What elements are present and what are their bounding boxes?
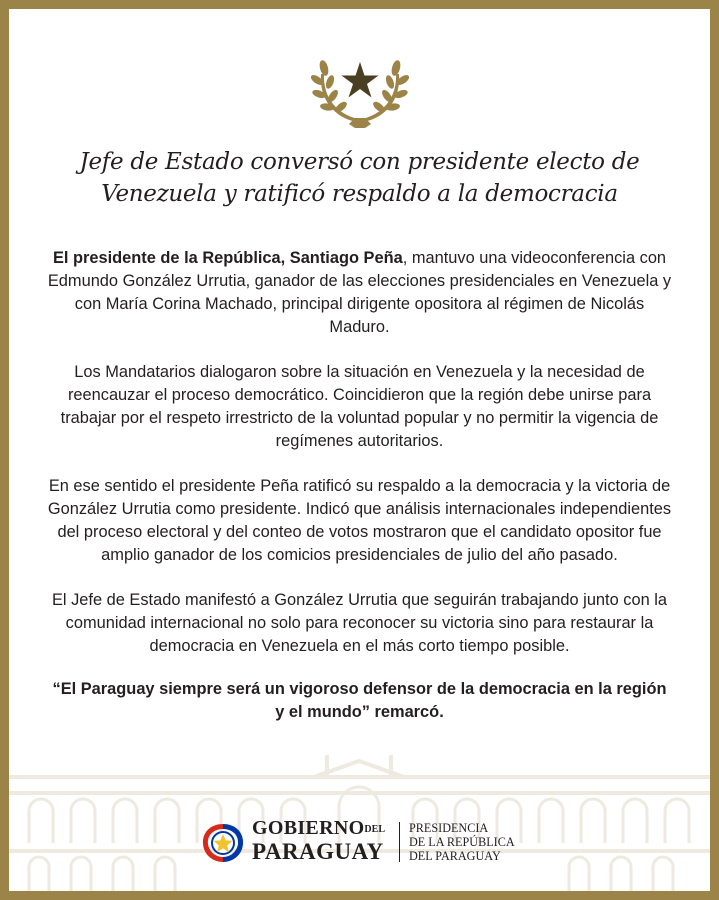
presidencia-wordmark: [409, 821, 515, 863]
headline-line-2: Venezuela y ratificó respaldo a la democracia: [101, 181, 618, 207]
paraguay-star-emblem-icon: [200, 820, 246, 864]
headline: [40, 146, 679, 210]
paragraph-1-text: , mantuvo una videoconferencia con Edmundo González Urrutia, ganador de las elecciones presidenciales en Venezuela y con María Corina Machado, principal dirigente opositora al régimen de Nicolás Maduro.: [47, 249, 672, 336]
paragraph-2: Los Mandatarios dialogaron sobre la situación en Venezuela y la necesidad de reencauzar el proceso democrático. Coincidieron que la región debe unirse para trabajar por el respeto irrestricto de la voluntad popular y no permitir la vigencia de regímenes autoritarios.: [60, 363, 659, 450]
gobierno-word: GOBIERNO: [252, 817, 365, 839]
presidencia-line-1: PRESIDENCIA: [409, 821, 489, 835]
paragraph-1-lead: El presidente de la República, Santiago Peña: [52, 249, 403, 267]
presidencia-line-2: DE LA REPÚBLICA: [409, 835, 515, 849]
headline-line-1: Jefe de Estado conversó con presidente electo de: [79, 149, 640, 175]
government-logo: [200, 818, 520, 866]
del-word: DEL: [364, 824, 385, 835]
paragraph-4: El Jefe de Estado manifestó a González Urrutia que seguirán trabajando junto con la comunidad internacional no solo para reconocer su victoria sino para restaurar la democracia en Venezuela en el más corto tiempo posible.: [51, 591, 668, 655]
article-body: [46, 247, 673, 746]
closing-quote: “El Paraguay siempre será un vigoroso defensor de la democracia en la región y el mundo” remarcó.: [52, 680, 667, 721]
paragraph-1: [46, 247, 673, 339]
laurel-wreath-star-icon: [309, 38, 411, 130]
paragraph-3: En ese sentido el presidente Peña ratificó su respaldo a la democracia y la victoria de González Urrutia como presidente. Indicó que análisis internacionales independientes del proceso electoral y del conteo de votos mostraron que el candidato opositor fue amplio ganador de los comicios presidenciales de julio del año pasado.: [47, 477, 672, 564]
gobierno-wordmark: [252, 818, 385, 864]
presidencia-line-3: DEL PARAGUAY: [409, 849, 501, 863]
logo-divider: [399, 822, 400, 862]
paraguay-word: PARAGUAY: [252, 839, 384, 864]
